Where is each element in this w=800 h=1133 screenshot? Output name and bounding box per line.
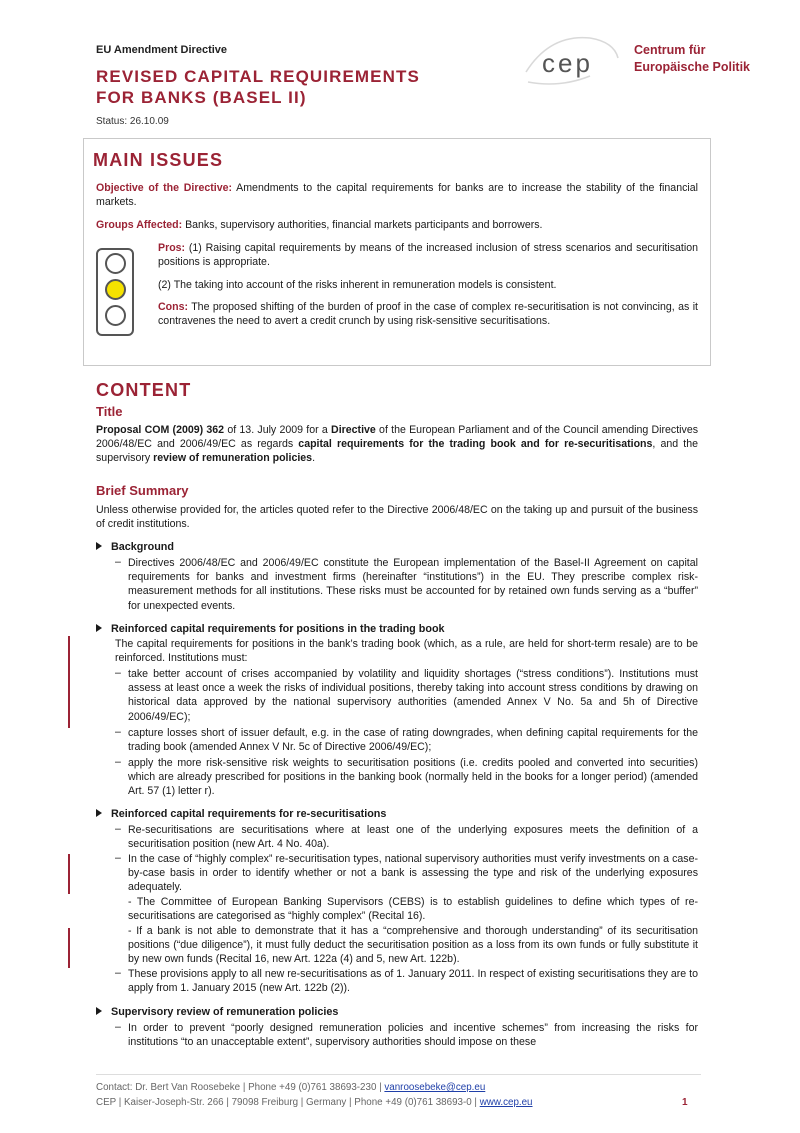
bullet-triangle-icon bbox=[96, 624, 102, 632]
footer-email-link[interactable]: vanroosebeke@cep.eu bbox=[384, 1082, 486, 1093]
cep-logo-mark bbox=[520, 32, 620, 88]
groups-affected-paragraph bbox=[96, 218, 698, 232]
pros-label: Pros: bbox=[158, 242, 186, 254]
trading-book-item-2: capture losses short of issuer default, e.g. in the case of rating downgrades, when defining capital requirements for the trading book (amended Annex V Nr. 5c of Directive 2006/49/EC); bbox=[128, 727, 698, 754]
content-heading: CONTENT bbox=[96, 380, 192, 400]
pros-paragraph bbox=[158, 241, 698, 269]
cep-logo-line-2: Europäische Politik bbox=[634, 60, 751, 74]
footer-address-text: CEP | Kaiser-Joseph-Str. 266 | 79098 Freiburg | Germany | Phone +49 (0)761 38693-0 | bbox=[96, 1097, 480, 1108]
footer-website-link[interactable]: www.cep.eu bbox=[479, 1097, 533, 1108]
brief-summary-intro: Unless otherwise provided for, the articles quoted refer to the Directive 2006/48/EC on the taking up and pursuit of the business of credit institutions. bbox=[96, 504, 698, 531]
bullet-triangle-icon bbox=[96, 1007, 102, 1015]
groups-affected-text: Banks, supervisory authorities, financial markets participants and borrowers. bbox=[182, 219, 543, 231]
document-title-line-1: REVISED CAPITAL REQUIREMENTS bbox=[96, 67, 420, 86]
resecuritisations-heading-text: Reinforced capital requirements for re-securitisations bbox=[111, 808, 387, 820]
cep-logo bbox=[520, 28, 770, 88]
change-marker-bar bbox=[68, 636, 70, 728]
traffic-light-icon bbox=[96, 248, 134, 336]
title-text-2: of the European Parliament and of the Council amending Directives 2006/48/EC and 2006/49/EC as regards bbox=[96, 424, 699, 451]
title-text-3: , and the supervisory bbox=[96, 438, 698, 465]
footer-contact-text: Contact: Dr. Bert Van Roosebeke | Phone +49 (0)761 38693-230 | bbox=[96, 1082, 385, 1093]
cep-logo-letters: cep bbox=[542, 48, 593, 78]
footer-divider bbox=[96, 1074, 701, 1075]
document-type: EU Amendment Directive bbox=[96, 44, 228, 56]
title-subheading: Title bbox=[96, 404, 123, 419]
background-heading-text: Background bbox=[111, 541, 174, 553]
resecuritisations-subitem-1: - The Committee of European Banking Supervisors (CEBS) is to establish guidelines to define which types of re-securitisations are categorised as “highly complex” (Recital 16). bbox=[128, 896, 698, 923]
document-status: Status: 26.10.09 bbox=[96, 116, 169, 127]
page-number: 1 bbox=[682, 1097, 688, 1108]
cep-logo-line-1: Centrum für bbox=[634, 43, 706, 57]
resecuritisations-item-1: Re-securitisations are securitisations where at least one of the underlying exposures meets the definition of a securitisation position (new Art. 4 No. 40a). bbox=[128, 824, 698, 851]
trading-book-heading-text: Reinforced capital requirements for positions in the trading book bbox=[111, 623, 445, 635]
trading-book-item-1: take better account of crises accompanied by volatility and liquidity shortages (“stress conditions”). Institutions must assess at least once a week the risks of individual positions, thereby taking into account stress conditions by drawing on historical data approved by the national supervisory authorities (amended Annex V No. 5a and 5h of Directive 2006/49/EC); bbox=[128, 668, 698, 723]
bullet-triangle-icon bbox=[96, 809, 102, 817]
traffic-light-top-lamp bbox=[105, 253, 126, 274]
resecuritisations-item-3: These provisions apply to all new re-securitisations as of 1. January 2011. In respect of existing securitisations they are to apply from 1. January 2015 (new Art. 122b (2)). bbox=[128, 968, 698, 995]
title-text-4: . bbox=[312, 452, 316, 465]
title-proposal: Proposal COM (2009) 362 bbox=[96, 424, 225, 436]
change-marker-bar bbox=[68, 928, 70, 968]
objective-paragraph bbox=[96, 181, 698, 209]
title-directive: Directive bbox=[331, 424, 376, 436]
background-item-1: Directives 2006/48/EC and 2006/49/EC constitute the European implementation of the Basel-II Agreement on capital requirements for banks and investment firms (hereinafter “institutions”) in the EU. They prescribe complex risk-measurement methods for all institutions. These risks must be accounted for by retained own funds serving as a “buffer” for unexpected events. bbox=[128, 557, 698, 612]
title-paragraph bbox=[96, 423, 698, 466]
pros-text-2: (2) The taking into account of the risks inherent in remuneration models is consistent. bbox=[158, 279, 557, 291]
trading-book-heading bbox=[96, 623, 445, 635]
trading-book-item-3: apply the more risk-sensitive risk weights to securitisation positions (i.e. credits pooled and converted into securities) which are already prescribed for positions in the banking book (normally held in the books for a longer period) (amended Art. 57 (1) letter r). bbox=[128, 757, 698, 798]
resecuritisations-subitem-2: - If a bank is not able to demonstrate that it has a “comprehensive and thorough understanding” of its securitisation positions (“due diligence”), it must fully deduct the securitisation position as a loss from its own funds or fully substitute it by new own funds (Recital 16, new Art. 122a (4) and 5, new Art. 122b). bbox=[128, 925, 698, 966]
trading-book-intro: The capital requirements for positions in the bank’s trading book (which, as a rule, are held for short-term resale) are to be reinforced. Institutions must: bbox=[115, 638, 698, 665]
objective-text: Amendments to the capital requirements for banks are to increase the stability of the financial markets. bbox=[96, 182, 698, 209]
pros-text-1: (1) Raising capital requirements by means of the increased inclusion of stress scenarios and securitisation positions is appropriate. bbox=[158, 242, 698, 269]
footer-address bbox=[96, 1097, 533, 1108]
remuneration-heading-text: Supervisory review of remuneration policies bbox=[111, 1006, 339, 1018]
resecuritisations-item-2: In the case of “highly complex” re-securitisation types, national supervisory authorities must verify investments on a case-by-case basis in order to identify whether or not a bank is assessing the type and risk of the underlying exposures adequately. bbox=[128, 853, 698, 894]
resecuritisations-heading bbox=[96, 808, 386, 820]
objective-label: Objective of the Directive: bbox=[96, 182, 233, 194]
document-title bbox=[96, 66, 496, 108]
cep-logo-text bbox=[634, 42, 750, 76]
cons-paragraph bbox=[158, 300, 698, 328]
traffic-light-bottom-lamp bbox=[105, 305, 126, 326]
bullet-triangle-icon bbox=[96, 542, 102, 550]
cons-text: The proposed shifting of the burden of proof in the case of complex re-securitisation is not convincing, as it contravenes the need to avert a credit crunch by using risk-sensitive securitisations. bbox=[158, 301, 698, 328]
brief-summary-subheading: Brief Summary bbox=[96, 483, 189, 498]
remuneration-heading bbox=[96, 1006, 338, 1018]
footer-contact bbox=[96, 1082, 485, 1093]
title-remuneration: review of remuneration policies bbox=[153, 452, 313, 465]
title-capital-requirements: capital requirements for the trading book and for re-securitisations bbox=[298, 438, 653, 451]
remuneration-item-1: In order to prevent “poorly designed remuneration policies and incentive schemes” from increasing the risks for institutions “to an unacceptable extent”, supervisory authorities should impose on these bbox=[128, 1022, 698, 1049]
traffic-light-middle-lamp bbox=[105, 279, 126, 300]
cons-label: Cons: bbox=[158, 301, 189, 313]
main-issues-heading: MAIN ISSUES bbox=[93, 150, 224, 170]
background-heading bbox=[96, 541, 174, 553]
title-text-1: of 13. July 2009 for a bbox=[224, 424, 332, 436]
document-title-line-2: FOR BANKS (BASEL II) bbox=[96, 88, 307, 107]
change-marker-bar bbox=[68, 854, 70, 894]
groups-affected-label: Groups Affected: bbox=[96, 219, 183, 231]
